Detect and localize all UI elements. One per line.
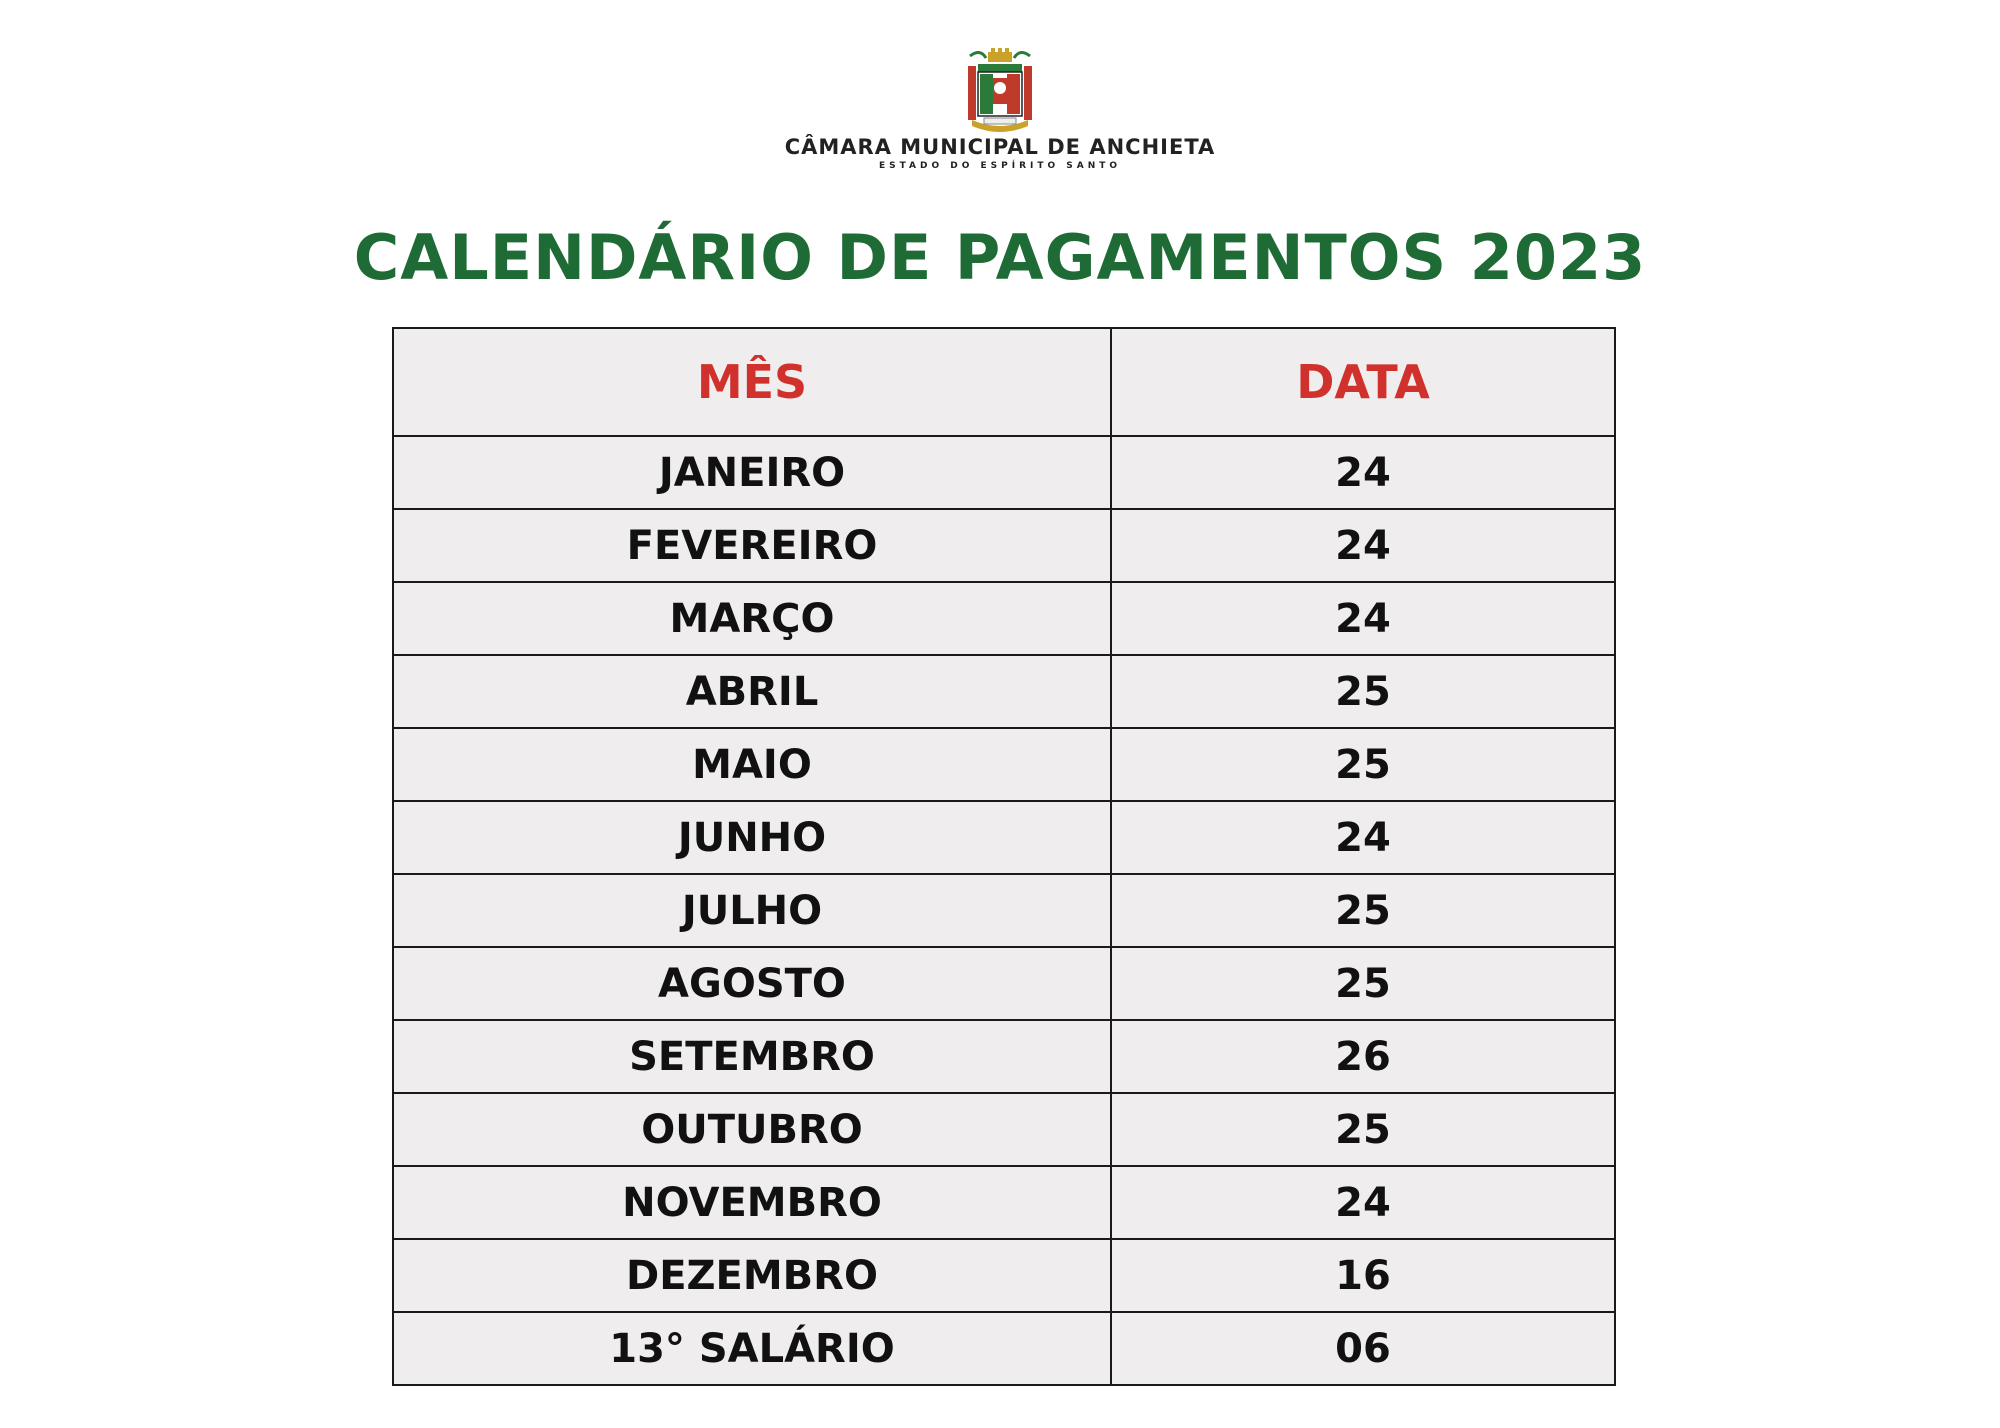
municipal-coat-of-arms-icon: [960, 48, 1040, 132]
month-cell: JANEIRO: [393, 436, 1111, 509]
column-header-month: MÊS: [393, 328, 1111, 436]
table-row: [393, 1020, 1615, 1093]
month-cell: JULHO: [393, 874, 1111, 947]
month-cell: OUTUBRO: [393, 1093, 1111, 1166]
month-cell: ABRIL: [393, 655, 1111, 728]
month-cell: SETEMBRO: [393, 1020, 1111, 1093]
month-cell: DEZEMBRO: [393, 1239, 1111, 1312]
table-row: [393, 1093, 1615, 1166]
header: [0, 48, 2000, 172]
date-cell: 24: [1111, 1166, 1615, 1239]
date-cell: 24: [1111, 509, 1615, 582]
table-row: [393, 1312, 1615, 1385]
table-row: [393, 1166, 1615, 1239]
payment-calendar-table: [392, 327, 1616, 1386]
date-cell: 25: [1111, 655, 1615, 728]
date-cell: 25: [1111, 728, 1615, 801]
table-row: [393, 509, 1615, 582]
org-subtitle: ESTADO DO ESPÍRITO SANTO: [878, 161, 1122, 171]
month-cell: 13° SALÁRIO: [393, 1312, 1111, 1385]
date-cell: 16: [1111, 1239, 1615, 1312]
date-cell: 24: [1111, 801, 1615, 874]
month-cell: NOVEMBRO: [393, 1166, 1111, 1239]
table-row: [393, 728, 1615, 801]
table-header-row: [393, 328, 1615, 436]
page-title: CALENDÁRIO DE PAGAMENTOS 2023: [353, 221, 1647, 294]
date-cell: 25: [1111, 947, 1615, 1020]
date-cell: 25: [1111, 1093, 1615, 1166]
month-cell: AGOSTO: [393, 947, 1111, 1020]
table-row: [393, 1239, 1615, 1312]
date-cell: 25: [1111, 874, 1615, 947]
month-cell: MARÇO: [393, 582, 1111, 655]
table-row: [393, 874, 1615, 947]
date-cell: 26: [1111, 1020, 1615, 1093]
date-cell: 06: [1111, 1312, 1615, 1385]
month-cell: MAIO: [393, 728, 1111, 801]
date-cell: 24: [1111, 436, 1615, 509]
date-cell: 24: [1111, 582, 1615, 655]
table-row: [393, 947, 1615, 1020]
table-row: [393, 582, 1615, 655]
table-row: [393, 655, 1615, 728]
month-cell: JUNHO: [393, 801, 1111, 874]
table-row: [393, 436, 1615, 509]
org-name: CÂMARA MUNICIPAL DE ANCHIETA: [784, 135, 1216, 159]
table-row: [393, 801, 1615, 874]
month-cell: FEVEREIRO: [393, 509, 1111, 582]
column-header-date: DATA: [1111, 328, 1615, 436]
